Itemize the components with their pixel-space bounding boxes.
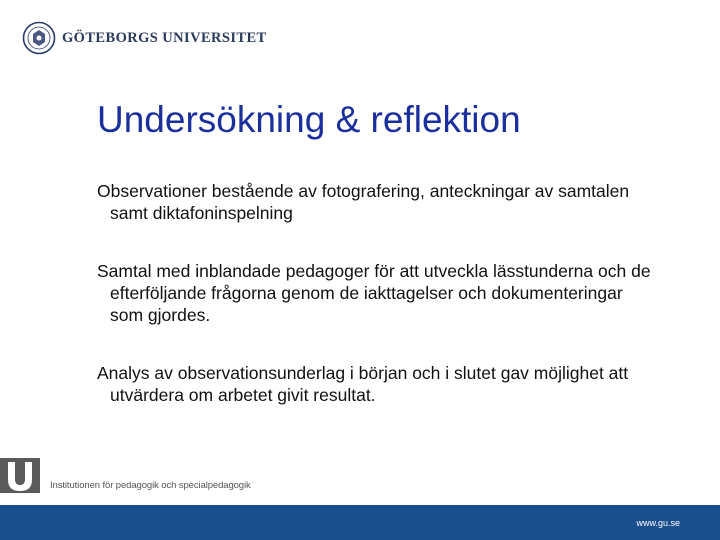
university-logo (22, 21, 267, 55)
institution-u-logo-icon (0, 458, 40, 493)
institution-name: Institutionen för pedagogik och specialpedagogik (50, 480, 251, 491)
slide-title: Undersökning & reflektion (97, 99, 521, 140)
slide-body (97, 180, 657, 406)
paragraph-conversations: Samtal med inblandade pedagoger för att utveckla lässtunderna och de efterföljande frågorna genom de iakttagelser och dokumenteringar som gjordes. (97, 261, 651, 325)
institution-branding (0, 458, 251, 493)
footer-bar (0, 505, 720, 540)
paragraph-analysis: Analys av observationsunderlag i början och i slutet gav möjlighet att utvärdera om arbetet givit resultat. (97, 363, 629, 405)
university-name: GÖTEBORGS UNIVERSITET (62, 29, 267, 46)
footer-url[interactable]: www.gu.se (636, 518, 680, 528)
paragraph-observations: Observationer bestående av fotografering, anteckningar av samtalen samt diktafoninspelning (97, 181, 630, 223)
university-seal-icon (22, 21, 56, 55)
